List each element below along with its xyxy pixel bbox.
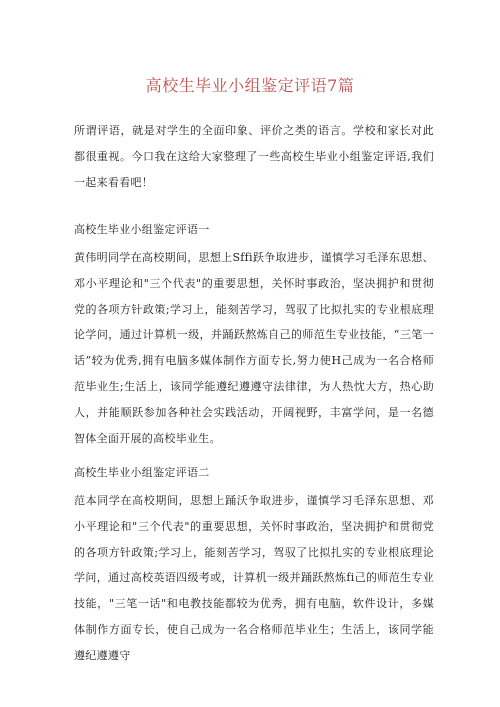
section-body-2: 范本同学在高校期间，思想上踊沃争取进步，谨慎学习毛泽东思想、邓小平理论和"三个代表"的重要思想，关怀时事政治，坚决拥护和贯彻党的各项方针政策;学习上，能刻苦学习，驾驭了比拟扎实的专业根底理论学问，通过高校英语四级考或，计算机一级并踊跃熬炼fi己的师范生专业技能，"三笔一话"和电教技能都较为优秀，拥有电脑，软件设计，多媒体制作方面专长，使自己成为一名合格师范毕业生；生活上，该同学能遵纪遵遵守 — [74, 494, 434, 662]
section-body-1: 黄伟明同学在高校期间，思想上Sffi跃争取进步，谨慎学习毛泽东思想、邓小平理论和"三个代表"的重要思想，关怀时事政治，坚决拥护和贯彻党的各项方针政策;学习上，能刻苦学习，驾驭了比拟扎实的专业根底理论学问，通过计算机一级，并踊跃熬炼自己的师范生专业技能，“三笔一话”较为优秀,拥有电脑多媒体制作方面专长,努力使H己成为一名合格师范毕业生;生活上，该同学能遵纪遵遵守法律律，为人热忱大方，热心助人，并能顺跃参加各种社会实践活动，开阔视野，丰富学问，是一名德智体全面开展的高校毕业生。 — [74, 251, 434, 445]
intro-paragraph: 所谓评语，就是对学生的全面印象、评价之类的语言。学校和家长对此都很重视。今口我在这给大家整理了一些高校生毕业小组鉴定评语,我们一起来看看吧！ — [74, 124, 434, 189]
document-title: 高校生毕业小组鉴定评语7篇 — [145, 76, 355, 95]
section-heading-1: 高校生毕业小组鉴定评语一 — [74, 223, 210, 236]
section-heading-2: 高校生毕业小组鉴定评语二 — [74, 466, 210, 479]
